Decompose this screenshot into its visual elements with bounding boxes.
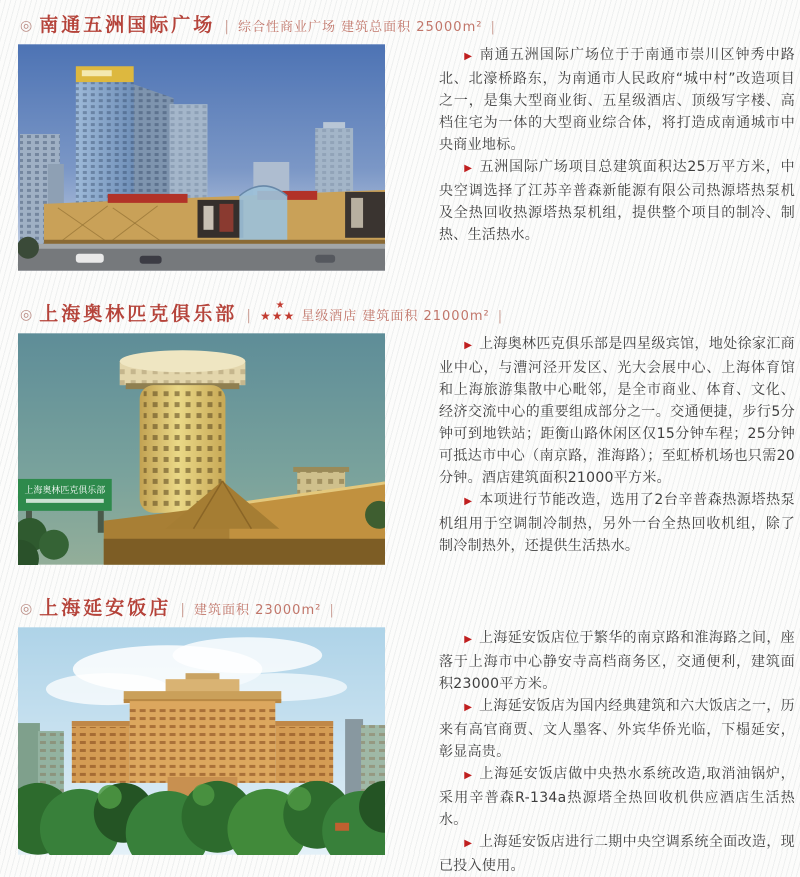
subtitle-end-separator: | (497, 309, 503, 324)
section-title-row (20, 299, 795, 326)
section-title-row (20, 10, 795, 37)
section-nantong-wuzhou-plaza (18, 10, 795, 271)
circle-marker-icon: ◎ (20, 601, 33, 617)
circle-marker-icon: ◎ (20, 18, 33, 34)
project-title: 上海延安饭店 (39, 597, 172, 619)
circle-marker-icon: ◎ (20, 307, 33, 323)
paragraph (439, 763, 795, 831)
star-icons: ★★★ (259, 309, 296, 323)
section-shanghai-olympic-club (18, 299, 795, 565)
triangle-bullet-icon: ▶ (464, 51, 473, 62)
project-subtitle (194, 599, 321, 618)
section-title-row (20, 593, 795, 620)
project-title: 南通五洲国际广场 (39, 14, 216, 36)
subtitle-text: 星级酒店 建筑面积 21000m² (301, 309, 490, 324)
paragraph (439, 44, 795, 156)
olympic-club-photo-illustration (18, 333, 385, 565)
paragraph-text: 上海延安饭店位于繁华的南京路和淮海路之间，座落于上海市中心静安寺高档商务区，交通便利，建筑面积23000平方米。 (439, 630, 795, 692)
section-shanghai-yanan-hotel (18, 593, 795, 877)
paragraph (439, 831, 795, 877)
triangle-bullet-icon: ▶ (464, 340, 472, 351)
subtitle-end-separator: | (329, 603, 334, 618)
section-content (18, 627, 795, 877)
section-text (439, 627, 795, 877)
subtitle-end-separator: | (490, 20, 495, 35)
paragraph-text: 五洲国际广场项目总建筑面积达25万平方米，中央空调选择了江苏辛普森新能源有限公司热源塔热泵机及全热回收热源塔热泵机组，提供整个项目的制冷、制热、生活热水。 (439, 159, 795, 243)
triangle-bullet-icon: ▶ (464, 702, 472, 713)
project-subtitle (259, 300, 490, 324)
section-text (439, 333, 795, 557)
paragraph (439, 156, 795, 246)
plaza-photo-illustration (18, 44, 385, 271)
triangle-bullet-icon: ▶ (464, 838, 472, 849)
section-content (18, 333, 795, 565)
yanan-hotel-photo-illustration (18, 627, 385, 855)
project-subtitle (238, 16, 483, 35)
paragraph (439, 627, 795, 695)
star-rating (259, 300, 301, 323)
paragraph (439, 489, 795, 557)
olympic-club-photo (18, 333, 385, 565)
section-content (18, 44, 795, 271)
paragraph-text: 南通五洲国际广场位于于南通市崇川区钟秀中路北、北濠桥路东，为南通市人民政府“城中村”改造项目之一，是集大型商业街、五星级酒店、顶级写字楼、高档住宅为一体的大型商业综合体，将打造成南通城市中央商业地标。 (439, 47, 795, 153)
triangle-bullet-icon: ▶ (464, 496, 473, 507)
title-separator: | (180, 602, 185, 618)
triangle-bullet-icon: ▶ (464, 163, 473, 174)
paragraph (439, 333, 795, 489)
paragraph-text: 本项进行节能改造，选用了2台辛普森热源塔热泵机组用于空调制冷制热，另外一台全热回收机组，除了制冷制热外，还提供生活热水。 (439, 492, 795, 554)
paragraph-text: 上海奥林匹克俱乐部是四星级宾馆，地处徐家汇商业中心，与漕河泾开发区、光大会展中心、上海体育馆和上海旅游集散中心毗邻，是全市商业、体育、文化、经济交流中心的重要组成部分之一。交通便捷，步行5分钟可到地铁站；距衡山路休闲区仅15分钟车程；25分钟可抵达市中心（南京路，淮海路）；至虹桥机场也只需20分钟。酒店建筑面积21000平方米。 (439, 336, 795, 486)
section-text (439, 44, 795, 246)
subtitle-text: 综合性商业广场 建筑总面积 25000m² (237, 20, 483, 35)
title-separator: | (224, 19, 229, 35)
triangle-bullet-icon: ▶ (464, 770, 473, 781)
triangle-bullet-icon: ▶ (464, 634, 472, 645)
paragraph-text: 上海延安饭店进行二期中央空调系统全面改造，现已投入使用。 (439, 834, 795, 874)
subtitle-text: 建筑面积 23000m² (193, 603, 322, 618)
title-separator: | (246, 308, 251, 324)
project-title: 上海奥林匹克俱乐部 (39, 303, 238, 325)
plaza-photo (18, 44, 385, 271)
paragraph-text: 上海延安饭店做中央热水系统改造,取消油锅炉，采用辛普森R-134a热源塔全热回收机供应酒店生活热水。 (439, 766, 795, 828)
paragraph-text: 上海延安饭店为国内经典建筑和六大饭店之一，历来有高官商贾、文人墨客、外宾华侨光临，下榻延安，彰显高贵。 (439, 698, 795, 760)
star-icon: ★ (275, 300, 286, 311)
yanan-hotel-photo (18, 627, 385, 855)
club-sign-text: 上海奥林匹克俱乐部 (24, 485, 106, 496)
paragraph (439, 695, 795, 763)
